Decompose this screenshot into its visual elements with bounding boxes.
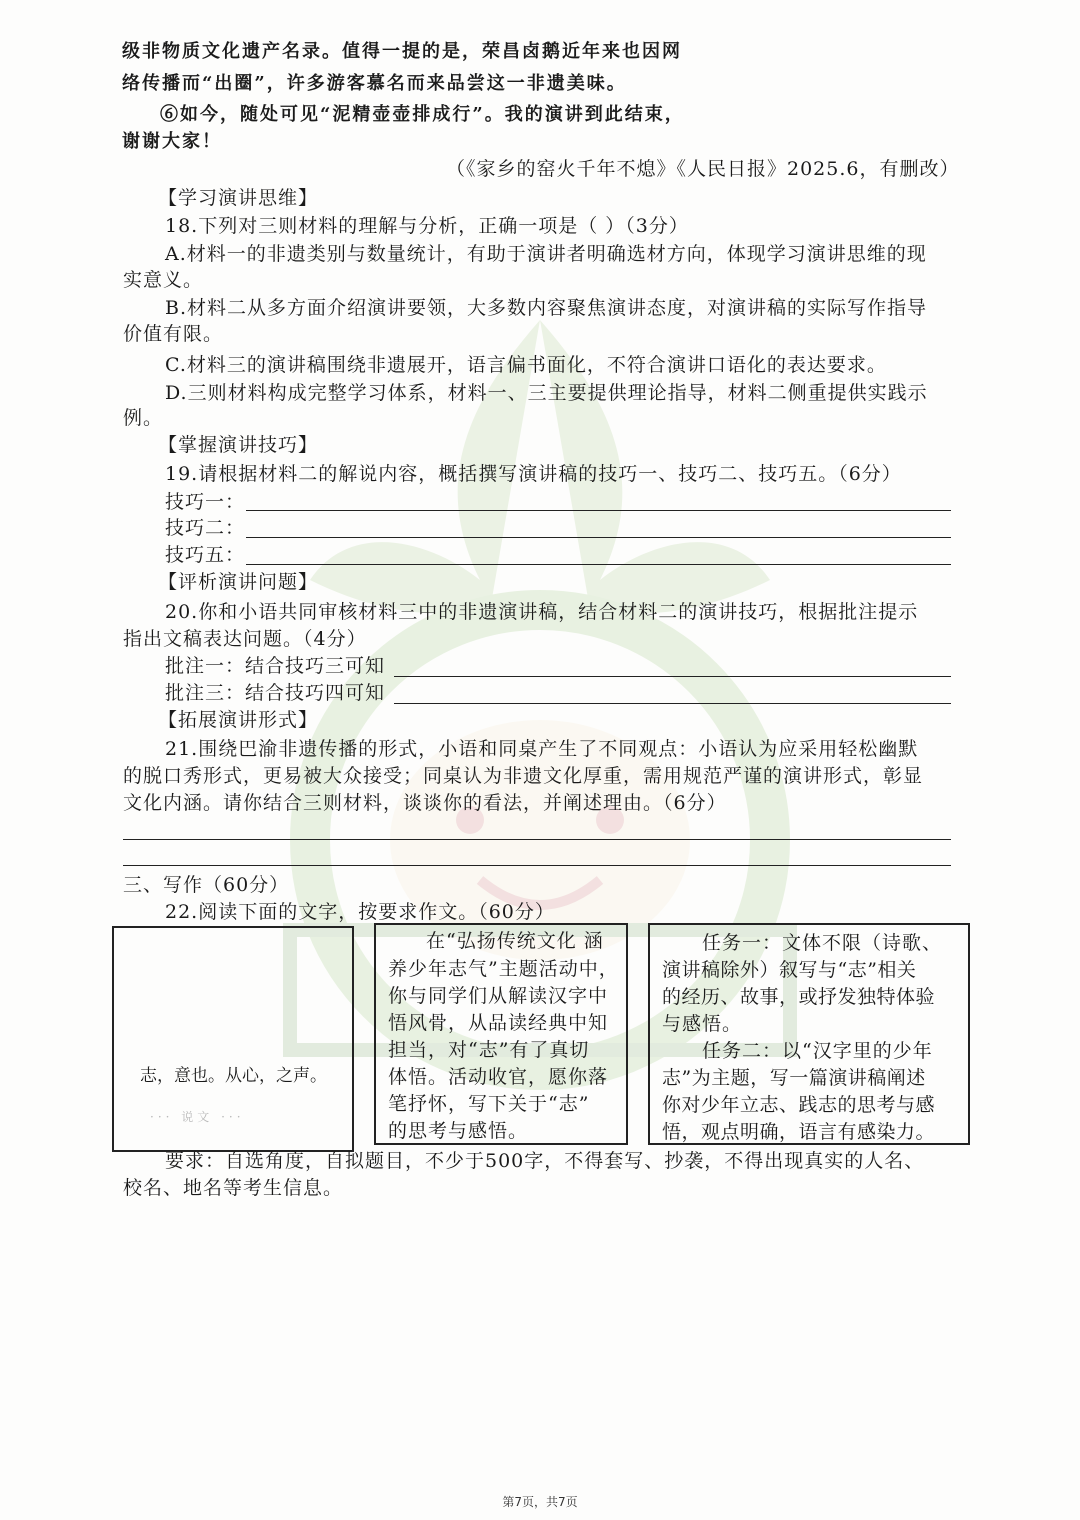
writing-section-heading: 三、写作（60分） [123,874,290,896]
intro-line-2: 络传播而“出圈”，许多游客慕名而来品尝这一非遗美味。 [122,73,627,94]
prompt-box-definition [112,926,354,1152]
question-20-line-1: 20.你和小语共同审核材料三中的非遗演讲稿，结合材料二的演讲技巧，根据批注提示 [165,601,919,623]
question-21-line-3: 文化内涵。请你结合三则材料，谈谈你的看法，并阐述理由。（6分） [123,792,727,814]
activity-line-5: 担当，对“志”有了真切 [388,1039,590,1061]
task-line-4: 与感悟。 [662,1013,743,1035]
note-3-label: 批注三：结合技巧四可知 [165,682,386,704]
definition-text: 志，意也。从心，之声。 [140,1066,327,1086]
tip-2-label: 技巧二： [165,517,246,539]
requirements-line-1: 要求：自选角度，自拟题目，不少于500字，不得套写、抄袭，不得出现真实的人名、 [165,1150,925,1172]
note-1-label: 批注一：结合技巧三可知 [165,655,386,677]
option-b-line-2: 价值有限。 [123,323,224,345]
tip-1-answer-line[interactable] [246,510,951,511]
tip-5-label: 技巧五： [165,544,246,566]
option-c-line-1: C.材料三的演讲稿围绕非遗展开，语言偏书面化，不符合演讲口语化的表达要求。 [165,354,887,376]
task-line-1: 任务一：文体不限（诗歌、 [702,932,943,954]
section-heading-forms: 【拓展演讲形式】 [158,709,319,731]
tip-5-answer-line[interactable] [246,564,951,565]
task-line-3: 的经历、故事，或抒发独特体验 [662,986,936,1008]
activity-line-8: 的思考与感悟。 [388,1120,529,1142]
source-citation: （《家乡的窑火千年不熄》《人民日报》2025.6，有删改） [446,158,960,180]
option-a-line-1: A.材料一的非遗类别与数量统计，有助于演讲者明确选材方向，体现学习演讲思维的现 [165,243,927,265]
tip-2-answer-line[interactable] [246,537,951,538]
requirements-line-2: 校名、地名等考生信息。 [123,1177,344,1199]
option-d-line-2: 例。 [123,407,164,429]
option-b-line-1: B.材料二从多方面介绍演讲要领，大多数内容聚焦演讲态度，对演讲稿的实际写作指导 [165,297,928,319]
task-line-6: 志”为主题，写一篇演讲稿阐述 [662,1067,926,1089]
activity-line-1: 在“弘扬传统文化 涵 [426,930,604,952]
intro-line-3: ⑥如今，随处可见“泥精壶壶排成行”。我的演讲到此结束， [160,104,685,125]
intro-line-4: 谢谢大家！ [122,131,222,152]
q21-answer-line-2[interactable] [123,865,951,866]
definition-source-blurred: ··· 说文 ··· [150,1110,245,1124]
activity-line-2: 养少年志气”主题活动中， [388,958,619,980]
prompt-box-tasks [648,923,970,1145]
question-21-line-2: 的脱口秀形式，更易被大众接受；同桌认为非遗文化厚重，需用规范严谨的演讲形式，彰显 [123,765,924,787]
page-number: 第7页，共7页 [502,1495,578,1509]
note-3-answer-line[interactable] [394,703,951,704]
activity-line-4: 悟风骨，从品读经典中知 [388,1012,609,1034]
option-d-line-1: D.三则材料构成完整学习体系，材料一、三主要提供理论指导，材料二侧重提供实践示 [165,382,928,404]
tip-1-label: 技巧一： [165,491,246,513]
question-19: 19.请根据材料二的解说内容，概括撰写演讲稿的技巧一、技巧二、技巧五。（6分） [165,463,902,485]
activity-line-3: 你与同学们从解读汉字中 [388,985,609,1007]
task-line-8: 悟，观点明确，语言有感染力。 [662,1121,936,1143]
task-line-5: 任务二：以“汉字里的少年 [702,1040,933,1062]
intro-line-1: 级非物质文化遗产名录。值得一提的是，荣昌卤鹅近年来也因网 [122,41,682,62]
activity-line-6: 体悟。活动收官，愿你落 [388,1066,609,1088]
activity-line-7: 笔抒怀，写下关于“志” [388,1093,590,1115]
q21-answer-line-1[interactable] [123,839,951,840]
question-22: 22.阅读下面的文字，按要求作文。（60分） [165,901,555,923]
question-20-line-2: 指出文稿表达问题。（4分） [123,628,367,650]
question-21-line-1: 21.围绕巴渝非遗传播的形式，小语和同桌产生了不同观点：小语认为应采用轻松幽默 [165,738,919,760]
question-18: 18.下列对三则材料的理解与分析，正确一项是（ ）（3分） [165,215,689,237]
prompt-box-activity [374,923,628,1145]
option-a-line-2: 实意义。 [123,269,204,291]
section-heading-skills: 【掌握演讲技巧】 [158,434,319,456]
section-heading-problems: 【评析演讲问题】 [158,571,319,593]
section-heading-thinking: 【学习演讲思维】 [158,187,319,209]
task-line-2: 演讲稿除外）叙写与“志”相关 [662,959,917,981]
note-1-answer-line[interactable] [394,676,951,677]
task-line-7: 你对少年立志、践志的思考与感 [662,1094,936,1116]
